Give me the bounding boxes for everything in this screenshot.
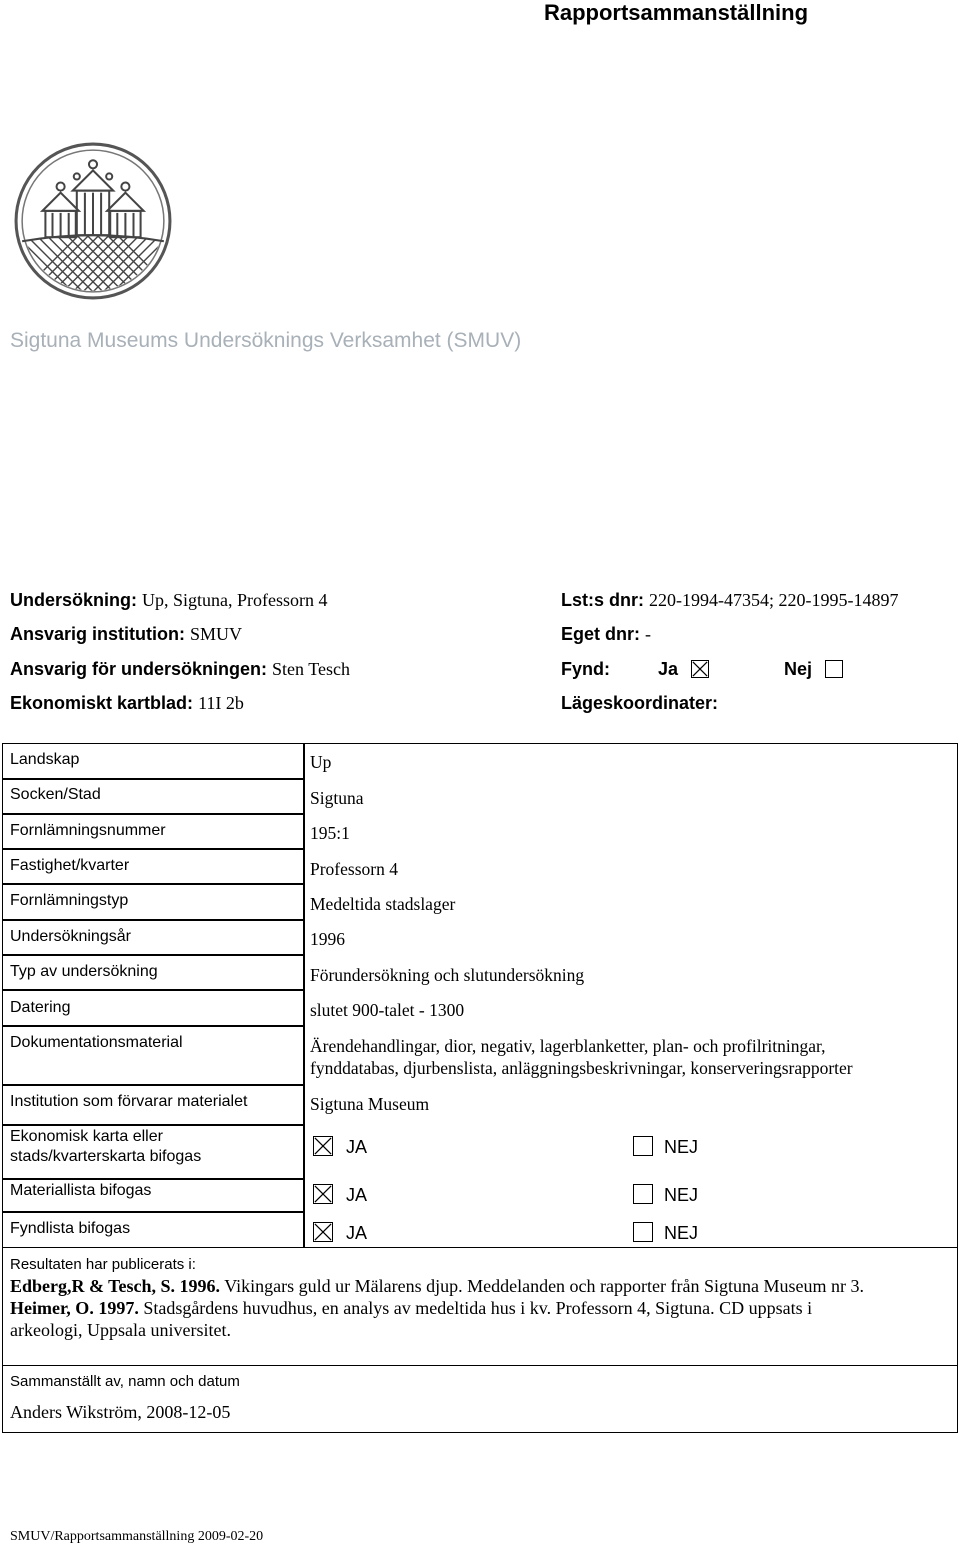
materiallista-ja-option[interactable]	[313, 1184, 367, 1206]
socken-value: Sigtuna	[310, 788, 364, 808]
materiallista-label: Materiallista bifogas	[10, 1182, 152, 1199]
materiallista-nej-option[interactable]	[633, 1184, 698, 1206]
publications-box	[2, 1248, 958, 1366]
ansvarig-value: Sten Tesch	[272, 659, 350, 679]
publication-2-authors: Heimer, O. 1997.	[10, 1298, 139, 1318]
undersokningsar-label: Undersökningsår	[10, 928, 131, 945]
summary-value: Anders Wikström, 2008-12-05	[10, 1402, 231, 1422]
karta-nej-checkbox[interactable]	[633, 1136, 653, 1156]
page-title: Rapportsammanställning	[543, 0, 809, 25]
fynd-ja-checkbox[interactable]	[691, 660, 709, 678]
institution-forvarar-value: Sigtuna Museum	[310, 1094, 430, 1114]
institution-forvarar-label: Institution som förvarar materialet	[10, 1093, 248, 1110]
fynd-label: Fynd:	[561, 659, 610, 679]
karta-label-line2: stads/kvarterskarta bifogas	[10, 1148, 202, 1165]
fyndlista-ja-option[interactable]	[313, 1222, 367, 1244]
fynd-ja-label: Ja	[658, 659, 679, 679]
typ-av-undersokning-label: Typ av undersökning	[10, 963, 158, 980]
lst-dnr-label: Lst:s dnr:	[561, 590, 644, 610]
karta-label-line1: Ekonomisk karta eller	[10, 1128, 163, 1145]
lst-dnr-value: 220-1994-47354; 220-1995-14897	[649, 590, 899, 610]
fornlamningsnummer-value: 195:1	[310, 823, 350, 843]
karta-nej-label: NEJ	[664, 1137, 699, 1157]
kartblad-label: Ekonomiskt kartblad:	[10, 693, 194, 713]
fyndlista-ja-label: JA	[346, 1223, 368, 1243]
karta-nej-option[interactable]	[633, 1136, 698, 1158]
typ-av-undersokning-value: Förundersökning och slutundersökning	[310, 965, 585, 985]
fornlamningstyp-label: Fornlämningstyp	[10, 892, 129, 909]
organization-name: Sigtuna Museums Undersöknings Verksamhet (SMUV)	[10, 329, 522, 352]
fyndlista-nej-checkbox[interactable]	[633, 1222, 653, 1242]
ansvarig-field	[10, 659, 350, 680]
undersokning-label: Undersökning:	[10, 590, 138, 610]
landskap-label: Landskap	[10, 751, 80, 768]
materiallista-ja-checkbox[interactable]	[313, 1184, 333, 1204]
fyndlista-ja-checkbox[interactable]	[313, 1222, 333, 1242]
fynd-ja-option[interactable]	[658, 659, 709, 680]
lage-label: Lägeskoordinater:	[561, 693, 719, 713]
eget-dnr-field	[561, 624, 651, 645]
undersokning-field	[10, 590, 328, 611]
publication-2	[10, 1298, 812, 1319]
lage-field	[561, 693, 718, 714]
footer: SMUV/Rapportsammanställning 2009-02-20	[10, 1529, 264, 1544]
karta-ja-checkbox[interactable]	[313, 1136, 333, 1156]
dokumentation-value-line2: fynddatabas, djurbenslista, anläggningsbeskrivningar, konserveringsrapporter	[310, 1058, 853, 1078]
karta-ja-label: JA	[346, 1137, 368, 1157]
institution-value: SMUV	[190, 624, 243, 644]
institution-label: Ansvarig institution:	[10, 624, 185, 644]
socken-label: Socken/Stad	[10, 786, 101, 803]
fynd-nej-checkbox[interactable]	[825, 660, 843, 678]
datering-value: slutet 900-talet - 1300	[310, 1000, 465, 1020]
table-column-divider	[303, 744, 305, 1247]
materiallista-nej-label: NEJ	[664, 1185, 699, 1205]
materiallista-nej-checkbox[interactable]	[633, 1184, 653, 1204]
institution-field	[10, 624, 242, 645]
fyndlista-nej-label: NEJ	[664, 1223, 699, 1243]
summary-box	[2, 1365, 958, 1433]
undersokningsar-value: 1996	[310, 929, 345, 949]
publication-2-text-cont: arkeologi, Uppsala universitet.	[10, 1320, 231, 1340]
fynd-field	[561, 659, 610, 680]
eget-dnr-value: -	[645, 624, 652, 644]
publications-label: Resultaten har publicerats i:	[10, 1256, 196, 1273]
kartblad-value: 11I 2b	[198, 693, 244, 713]
fynd-nej-option[interactable]	[784, 659, 843, 680]
karta-ja-option[interactable]	[313, 1136, 367, 1158]
publication-2-text: Stadsgårdens huvudhus, en analys av medeltida hus i kv. Professorn 4, Sigtuna. CD uppsats i	[138, 1298, 813, 1318]
fastighet-value: Professorn 4	[310, 859, 398, 879]
dokumentation-label: Dokumentationsmaterial	[10, 1034, 183, 1051]
publication-1-text: Vikingars guld ur Mälarens djup. Meddelanden och rapporter från Sigtuna Museum nr 3.	[220, 1276, 864, 1296]
info-table	[2, 743, 958, 1248]
landskap-value: Up	[310, 752, 332, 772]
datering-label: Datering	[10, 999, 71, 1016]
ansvarig-label: Ansvarig för undersökningen:	[10, 659, 268, 679]
fornlamningsnummer-label: Fornlämningsnummer	[10, 822, 166, 839]
sigtuna-museum-logo	[12, 140, 174, 302]
fyndlista-nej-option[interactable]	[633, 1222, 698, 1244]
dokumentation-value-line1: Ärendehandlingar, dior, negativ, lagerblanketter, plan- och profilritningar,	[310, 1036, 826, 1056]
fornlamningstyp-value: Medeltida stadslager	[310, 894, 456, 914]
summary-label: Sammanställt av, namn och datum	[10, 1373, 240, 1390]
undersokning-value: Up, Sigtuna, Professorn 4	[142, 590, 328, 610]
fastighet-label: Fastighet/kvarter	[10, 857, 130, 874]
eget-dnr-label: Eget dnr:	[561, 624, 640, 644]
publication-1-authors: Edberg,R & Tesch, S. 1996.	[10, 1276, 221, 1296]
fynd-nej-label: Nej	[784, 659, 813, 679]
kartblad-field	[10, 693, 244, 714]
publication-1	[10, 1276, 864, 1297]
lst-dnr-field	[561, 590, 899, 611]
fyndlista-label: Fyndlista bifogas	[10, 1220, 131, 1237]
materiallista-ja-label: JA	[346, 1185, 368, 1205]
